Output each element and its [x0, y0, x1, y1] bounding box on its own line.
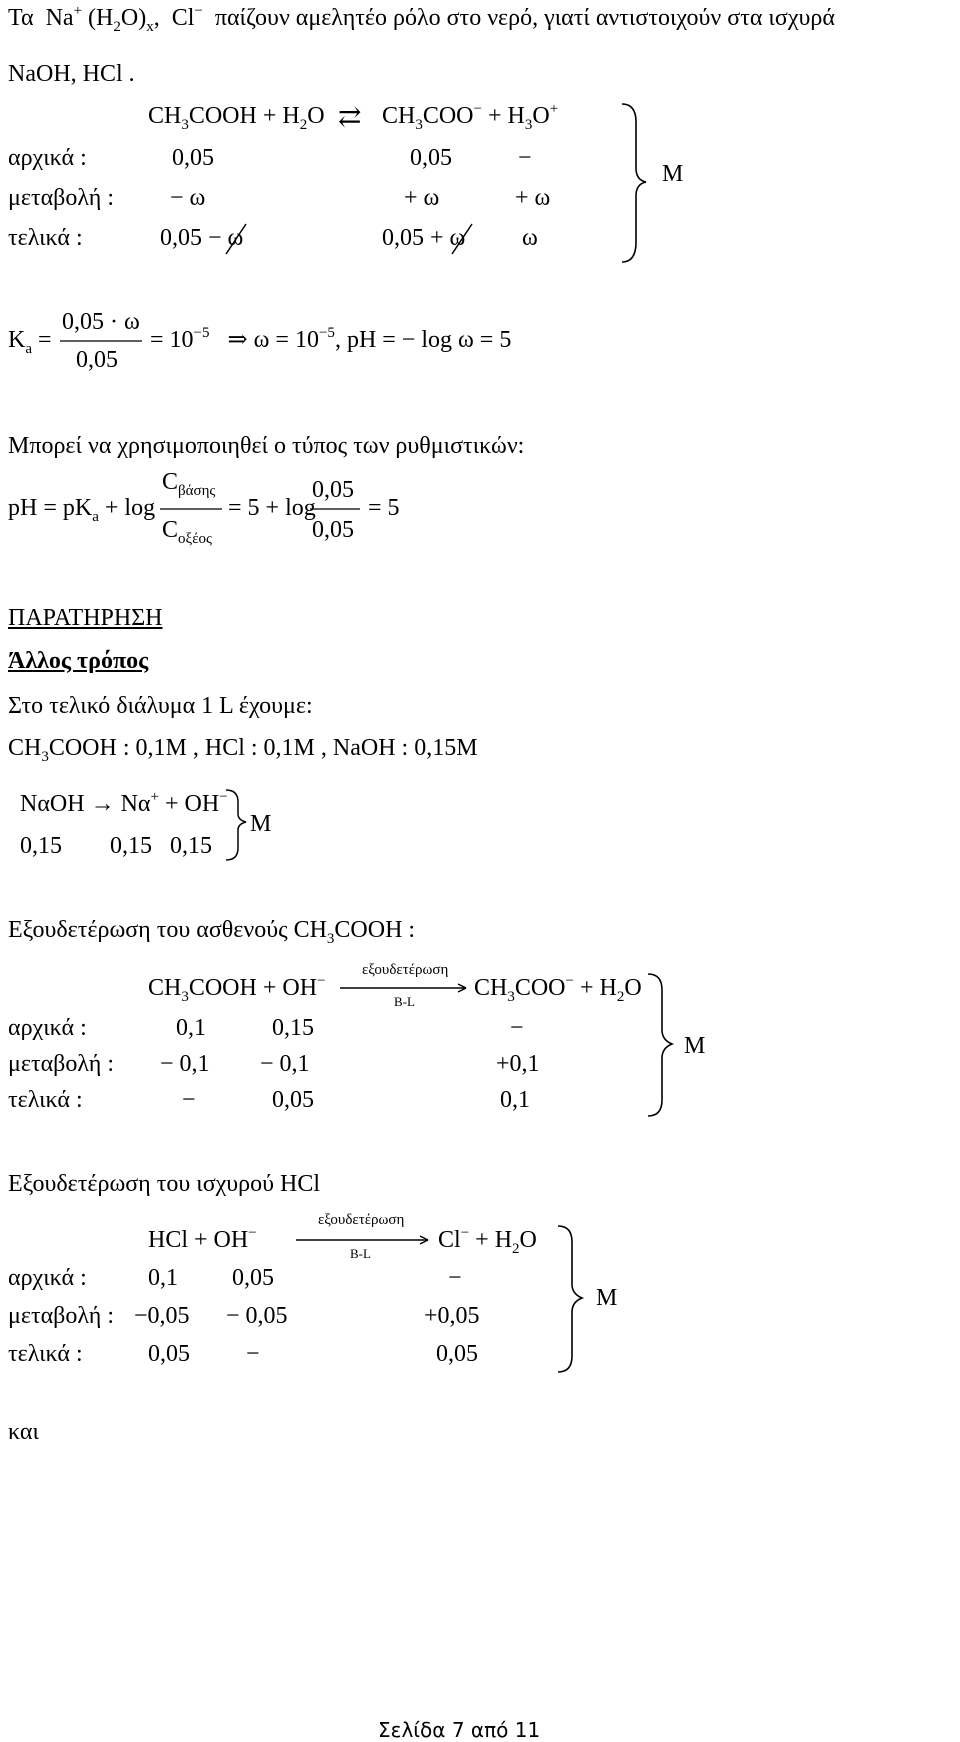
- n1-cell: +0,1: [496, 1051, 540, 1077]
- t1-row-label: αρχικά :: [8, 145, 87, 171]
- intro-prefix: Τα: [8, 5, 34, 31]
- t1-row-label: μεταβολή :: [8, 185, 115, 211]
- n2-row-label: τελικά :: [8, 1341, 83, 1367]
- n2-cell: 0,05: [232, 1265, 274, 1291]
- h2o-open: (H: [88, 5, 114, 31]
- conc-sub: 3: [41, 749, 49, 765]
- neut1-left-sup: −: [317, 973, 326, 989]
- neut1-left-ch: CH: [148, 975, 182, 1001]
- n1-row-label: τελικά :: [8, 1087, 83, 1113]
- n2-row-label: μεταβολή :: [8, 1303, 115, 1329]
- buffer-ph-sub: a: [92, 509, 99, 525]
- neut1-right-rest: COO: [514, 975, 566, 1001]
- buffer-intro: Μπορεί να χρησιμοποιηθεί ο τύπος των ρυθμιστικών:: [8, 433, 525, 459]
- naoh-oh-sup: −: [219, 789, 228, 805]
- neut1-left-rest: COOH + OH: [188, 975, 318, 1001]
- n2-cell: −0,05: [134, 1303, 190, 1329]
- t1-eq-left: CH: [148, 103, 182, 129]
- t1-eq-right-sub2: 3: [524, 117, 533, 133]
- n1-cell: 0,1: [176, 1015, 206, 1041]
- neut1-right-ch: CH: [474, 975, 508, 1001]
- conc-ch: CH: [8, 735, 42, 761]
- neut1-right-sup: −: [565, 973, 574, 989]
- buffer-ph: pH = pK: [8, 495, 93, 521]
- t1-eq-right-sup2: +: [549, 101, 559, 117]
- neut1-right-sub2: 2: [616, 989, 625, 1005]
- n2-cell: 0,05: [148, 1341, 190, 1367]
- na-charge: +: [73, 3, 83, 19]
- neut2-right-sub: 2: [512, 1241, 520, 1257]
- neut1-left-sub: 3: [181, 989, 189, 1005]
- equilibrium-arrow-icon: ⇄: [338, 102, 362, 133]
- naoh-oh: + ΟΗ: [164, 791, 220, 817]
- t1-eq-left-end: O: [307, 103, 325, 129]
- ka-ph: , pH = − log ω = 5: [334, 327, 512, 353]
- t1-eq-left-rest: COOH + H: [188, 103, 300, 129]
- intro-line-2: NaOH, HCl .: [8, 61, 135, 87]
- n1-cell: 0,05: [272, 1087, 314, 1113]
- t1-cell: ω: [522, 225, 538, 251]
- t1-cell: + ω: [404, 185, 440, 211]
- neut1-right-sub: 3: [507, 989, 515, 1005]
- buffer-den2: 0,05: [312, 517, 354, 543]
- cl-ion: Cl: [171, 5, 195, 31]
- n1-row-label: μεταβολή :: [8, 1051, 115, 1077]
- buffer-num2: 0,05: [312, 477, 354, 503]
- n1-unit: M: [684, 1033, 706, 1059]
- n2-cell: −: [448, 1265, 462, 1291]
- n1-cell: −: [510, 1015, 524, 1041]
- buffer-end: = 5: [368, 495, 400, 521]
- t1-eq-right-rest: COO: [422, 103, 474, 129]
- buffer-mid: = 5 + log: [228, 495, 316, 521]
- note-line1: Στο τελικό διάλυμα 1 L έχουμε:: [8, 693, 313, 719]
- naoh-value: 0,15: [110, 833, 152, 859]
- ka-eq: =: [38, 327, 52, 353]
- neut2-right-sup: −: [460, 1225, 470, 1241]
- neut2-arrow-top: εξουδετέρωση: [318, 1212, 405, 1228]
- arrow-right-icon: →: [90, 791, 115, 817]
- naoh-unit: M: [250, 811, 272, 837]
- naoh-na: Να: [120, 791, 151, 817]
- ka-numerator: 0,05 · ω: [62, 309, 140, 335]
- t1-eq-right-end: O: [532, 103, 550, 129]
- ka-implies-sup: −5: [318, 325, 335, 341]
- n1-cell: − 0,1: [260, 1051, 310, 1077]
- n1-cell: −: [182, 1087, 196, 1113]
- n2-cell: 0,05: [436, 1341, 478, 1367]
- t1-cell: −: [518, 145, 532, 171]
- neut2-brace: [558, 1226, 582, 1372]
- naoh-brace: [226, 790, 246, 860]
- ka-k: K: [8, 327, 26, 353]
- buffer-den-sub: οξέος: [178, 531, 212, 547]
- t1-unit: M: [662, 161, 684, 187]
- ka-denominator: 0,05: [76, 347, 118, 373]
- note-subheading: Άλλος τρόπος: [8, 648, 149, 674]
- neut1-title-ch: CH: [293, 917, 327, 943]
- n2-cell: 0,1: [148, 1265, 178, 1291]
- neut2-title: Εξουδετέρωση του ισχυρού HCl: [8, 1171, 321, 1197]
- n1-cell: − 0,1: [160, 1051, 210, 1077]
- neut2-right-cl: Cl: [438, 1227, 461, 1253]
- ka-rhs-value: = 10: [150, 327, 194, 353]
- ka-sub: a: [25, 341, 33, 357]
- strike-omega-1: [226, 224, 246, 254]
- t1-eq-left-sub: 3: [181, 117, 189, 133]
- n2-cell: −: [246, 1341, 260, 1367]
- na-ion: Na: [45, 5, 74, 31]
- t1-eq-left-sub2: 2: [299, 117, 308, 133]
- table1-brace: [622, 104, 646, 262]
- n1-cell: 0,15: [272, 1015, 314, 1041]
- neut2-right-end: O: [519, 1227, 537, 1253]
- t1-cell: − ω: [170, 185, 206, 211]
- ka-implies: ⇒ ω = 10: [227, 327, 319, 353]
- n2-unit: M: [596, 1285, 618, 1311]
- t1-cell: + ω: [515, 185, 551, 211]
- t1-cell: 0,05: [172, 145, 214, 171]
- t1-eq-right-plus: + H: [487, 103, 525, 129]
- t1-cell: 0,05 − ω: [160, 225, 244, 251]
- neut2-left-sup: −: [248, 1225, 257, 1241]
- page-footer: Σελίδα 7 από 11: [378, 1718, 541, 1742]
- buffer-num-sub: βάσης: [178, 483, 216, 499]
- n2-cell: +0,05: [424, 1303, 480, 1329]
- strike-omega-2: [452, 224, 472, 254]
- n2-cell: − 0,05: [226, 1303, 288, 1329]
- conc-rest: COOH : 0,1M , HCl : 0,1M , NaOH : 0,15M: [48, 735, 478, 761]
- naoh-value: 0,15: [20, 833, 62, 859]
- kai-text: και: [8, 1419, 39, 1445]
- neut1-arrow-bottom: B-L: [394, 994, 415, 1009]
- buffer-num-c: C: [162, 469, 179, 495]
- t1-eq-right-sub: 3: [415, 117, 423, 133]
- neut1-right-end: O: [624, 975, 642, 1001]
- h2o-x: x: [146, 19, 154, 35]
- neut2-arrow-bottom: B-L: [350, 1246, 371, 1261]
- neut1-title-text: Εξουδετέρωση του ασθενούς: [8, 917, 288, 943]
- ka-rhs-sup: −5: [193, 325, 210, 341]
- h2o-close: O): [120, 5, 147, 31]
- t1-cell: 0,05 + ω: [382, 225, 466, 251]
- neut1-right-plus: + H: [579, 975, 617, 1001]
- t1-eq-right: CH: [382, 103, 416, 129]
- h2o-sub: 2: [113, 19, 121, 35]
- buffer-plus-log: + log: [104, 495, 156, 521]
- neut2-left: HCl + OH: [148, 1227, 249, 1253]
- naoh-left: ΝαΟΗ: [20, 791, 85, 817]
- neut1-brace: [648, 974, 672, 1116]
- buffer-den-c: C: [162, 517, 179, 543]
- note-heading: ΠΑΡΑΤΗΡΗΣΗ: [8, 605, 163, 631]
- t1-cell: 0,05: [410, 145, 452, 171]
- naoh-na-sup: +: [150, 789, 159, 805]
- t1-row-label: τελικά :: [8, 225, 83, 251]
- naoh-value: 0,15: [170, 833, 212, 859]
- t1-eq-right-sup: −: [473, 101, 482, 117]
- neut1-title-rest: COOH :: [334, 917, 416, 943]
- intro-comma: ,: [153, 5, 160, 31]
- cl-charge: −: [194, 3, 203, 19]
- neut1-arrow-top: εξουδετέρωση: [362, 962, 449, 978]
- intro-text: παίζουν αμελητέο ρόλο στο νερό, γιατί αντιστοιχούν στα ισχυρά: [214, 5, 835, 31]
- n1-cell: 0,1: [500, 1087, 530, 1113]
- n1-row-label: αρχικά :: [8, 1015, 87, 1041]
- neut1-title-sub: 3: [326, 931, 335, 947]
- n2-row-label: αρχικά :: [8, 1265, 87, 1291]
- neut2-right-plus: + H: [475, 1227, 513, 1253]
